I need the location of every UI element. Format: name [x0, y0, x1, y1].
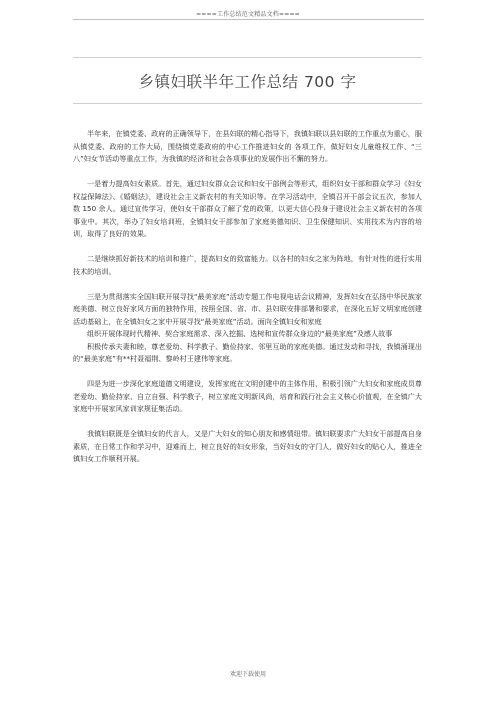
paragraph-closing: 我镇妇联既是全镇妇女的代言人，又是广大妇女的知心朋友和感情纽带。镇妇联要求广大妇女干部提高自身素质，在日常工作和学习中，迎难而上，树立良好的妇女形象，当好妇女的守门人，做好妇女的贴心人，推进全镇妇女工作顺利开展。 [73, 429, 422, 463]
document-title: 乡镇妇联半年工作总结 700 字 [138, 72, 357, 91]
paragraph-three: 三是为贯彻落实全国妇联开展寻找“最美家庭”活动专题工作电视电话会议精神，发挥妇女在弘扬中华民族家庭美德、树立良好家风方面的独特作用，按照全国、省、市、县妇联安排部署和要求，在深化五好文明家庭创建活动基础上，在全镇妇女之家中开展寻找“最美家庭”活动。面向全镇妇女和家庭 [73, 291, 422, 326]
paragraph-three-cont-b: 积极传承夫妻和睦、尊老爱幼、科学教子、勤俭持家、邻里互助的家庭美德。通过发动和寻找，我镇涌现出的“最美家庭”有**村聂福荆、黎岭村王建伟等家庭。 [73, 341, 422, 363]
paragraph-four: 四是为进一步深化家庭道德文明建设，发挥家庭在文明创建中的主体作用，积极引领广大妇女和家庭成员尊老爱幼、勤俭持家、自立自强、科学教子，树立家庭文明新风尚，培育和践行社会主义核心价值观，在全镇广大家庭中开展家风家训家规征集活动。 [73, 379, 422, 413]
page-header: ====工作总结范文精品文档==== [196, 11, 300, 18]
document-body [73, 128, 422, 466]
paragraph-one: 一是着力提高妇女素质。首先，通过妇女群众会议和妇女干部例会等形式，组织妇女干部和群众学习《妇女权益保障法》、《婚姻法》，建设社会主义新农村的有关知识等。在学习活动中，全镇召开干部会议五次，参加人数 150 余人。通过宣传学习，使妇女干部群众了解了党的政策，以更大信心投身于建设社会主义新农村的各项事业中。其次，举办了妇女培训班，全镇妇女干部参加了家庭美德知识、卫生保健知识、实用技术为内容的培训，取得了良好的效果。 [73, 179, 422, 238]
header-divider [73, 19, 424, 20]
paragraph-intro: 半年来，在镇党委、政府的正确领导下，在县妇联的精心指导下，我镇妇联以县妇联的工作重点为重心，服从镇党委、政府的工作大局，围绕镇党委政府的中心工作推进妇女的 各项工作，做好妇女儿童维权工作、“三八”妇女节活动等重点工作，为我镇的经济和社会各项事业的发展作出不懈的努力。 [73, 129, 422, 163]
paragraph-two: 二是继续抓好新技术的培训和推广，提高妇女的致富能力。以各村的妇女之家为阵地，有针对性的进行实用技术的培训。 [73, 254, 422, 276]
paragraph-three-cont-a: 组织开展体现时代精神、契合家庭需求、深入挖掘、选树和宣传群众身边的“最美家庭”及感人故事 [87, 329, 393, 338]
title-box [73, 57, 422, 104]
page-footer: 欢迎下载使用 [229, 671, 266, 678]
